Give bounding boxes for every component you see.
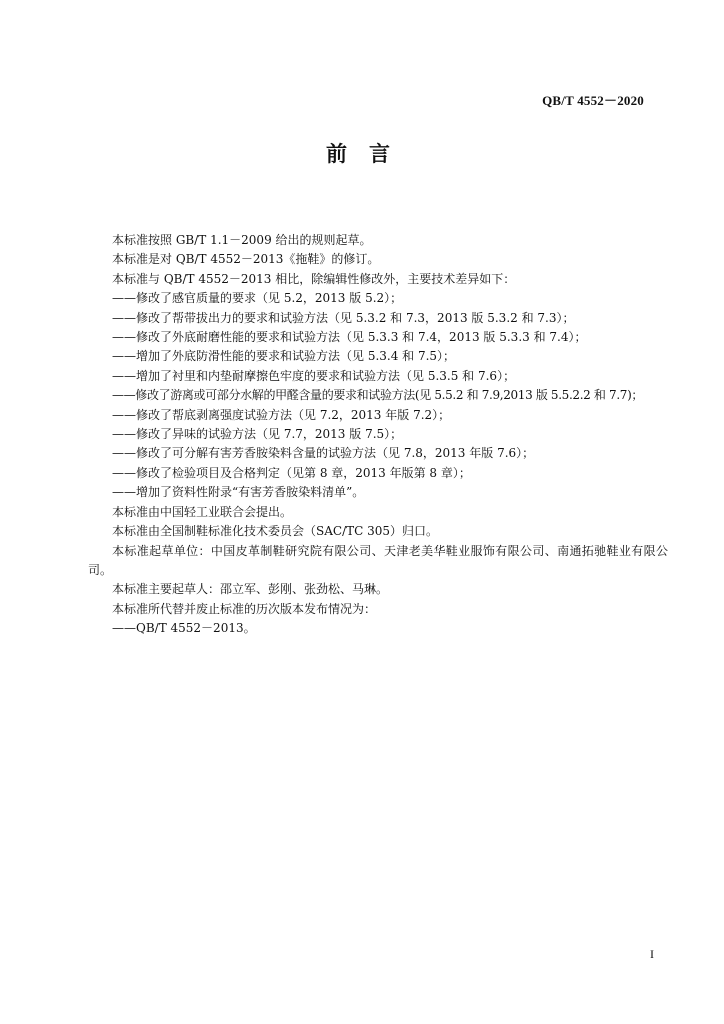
list-item: ——修改了帮底剥离强度试验方法（见 7.2，2013 年版 7.2）； xyxy=(112,407,451,422)
paragraph-revision-of: 本标准是对 QB/T 4552－2013《拖鞋》的修订。 xyxy=(112,252,380,267)
list-item: ——修改了帮带拔出力的要求和试验方法（见 5.3.2 和 7.3，2013 版 5.3.2 和 7.3）； xyxy=(112,310,575,325)
list-item: ——增加了资料性附录“有害芳香胺染料清单”。 xyxy=(112,485,365,500)
list-item: ——修改了外底耐磨性能的要求和试验方法（见 5.3.3 和 7.4，2013 版 5.3.3 和 7.4）； xyxy=(112,330,587,345)
list-item: ——增加了外底防滑性能的要求和试验方法（见 5.3.4 和 7.5）； xyxy=(112,349,456,364)
list-item: ——修改了检验项目及合格判定（见第 8 章，2013 年版第 8 章）； xyxy=(112,465,471,480)
list-item: ——增加了衬里和内垫耐摩擦色牢度的要求和试验方法（见 5.3.5 和 7.6）； xyxy=(112,368,516,383)
paragraph-drafting-units: 本标准起草单位：中国皮革制鞋研究院有限公司、天津老美华鞋业服饰有限公司、南通拓驰鞋业有限公司。 xyxy=(88,543,668,577)
list-item: ——修改了可分解有害芳香胺染料含量的试验方法（见 7.8，2013 年版 7.6）； xyxy=(112,446,535,461)
list-item: ——修改了异味的试验方法（见 7.7，2013 版 7.5）； xyxy=(112,427,403,442)
page-title: 前言 xyxy=(326,142,412,166)
page-number: I xyxy=(650,947,654,961)
paragraph-drafting-rules: 本标准按照 GB/T 1.1－2009 给出的规则起草。 xyxy=(112,233,372,247)
paragraph-main-drafters: 本标准主要起草人：邵立军、彭刚、张劲松、马琳。 xyxy=(112,582,389,597)
paragraph-replaced-versions: 本标准所代替并废止标准的历次版本发布情况为： xyxy=(112,601,377,616)
paragraph-under-jurisdiction: 本标准由全国制鞋标准化技术委员会（SAC/TC 305）归口。 xyxy=(112,524,439,539)
list-item: ——QB/T 4552－2013。 xyxy=(112,621,256,636)
standard-code: QB/T 4552－2020 xyxy=(542,93,644,108)
paragraph-proposed-by: 本标准由中国轻工业联合会提出。 xyxy=(112,504,293,519)
foreword-body xyxy=(88,231,668,639)
list-item: ——修改了游离或可部分水解的甲醛含量的要求和试验方法(见 5.5.2 和 7.9,2013 版 5.5.2.2 和 7.7)； xyxy=(112,388,644,403)
list-item: ——修改了感官质量的要求（见 5.2，2013 版 5.2）； xyxy=(112,291,403,306)
paragraph-differences-intro: 本标准与 QB/T 4552－2013 相比，除编辑性修改外，主要技术差异如下： xyxy=(112,271,516,286)
